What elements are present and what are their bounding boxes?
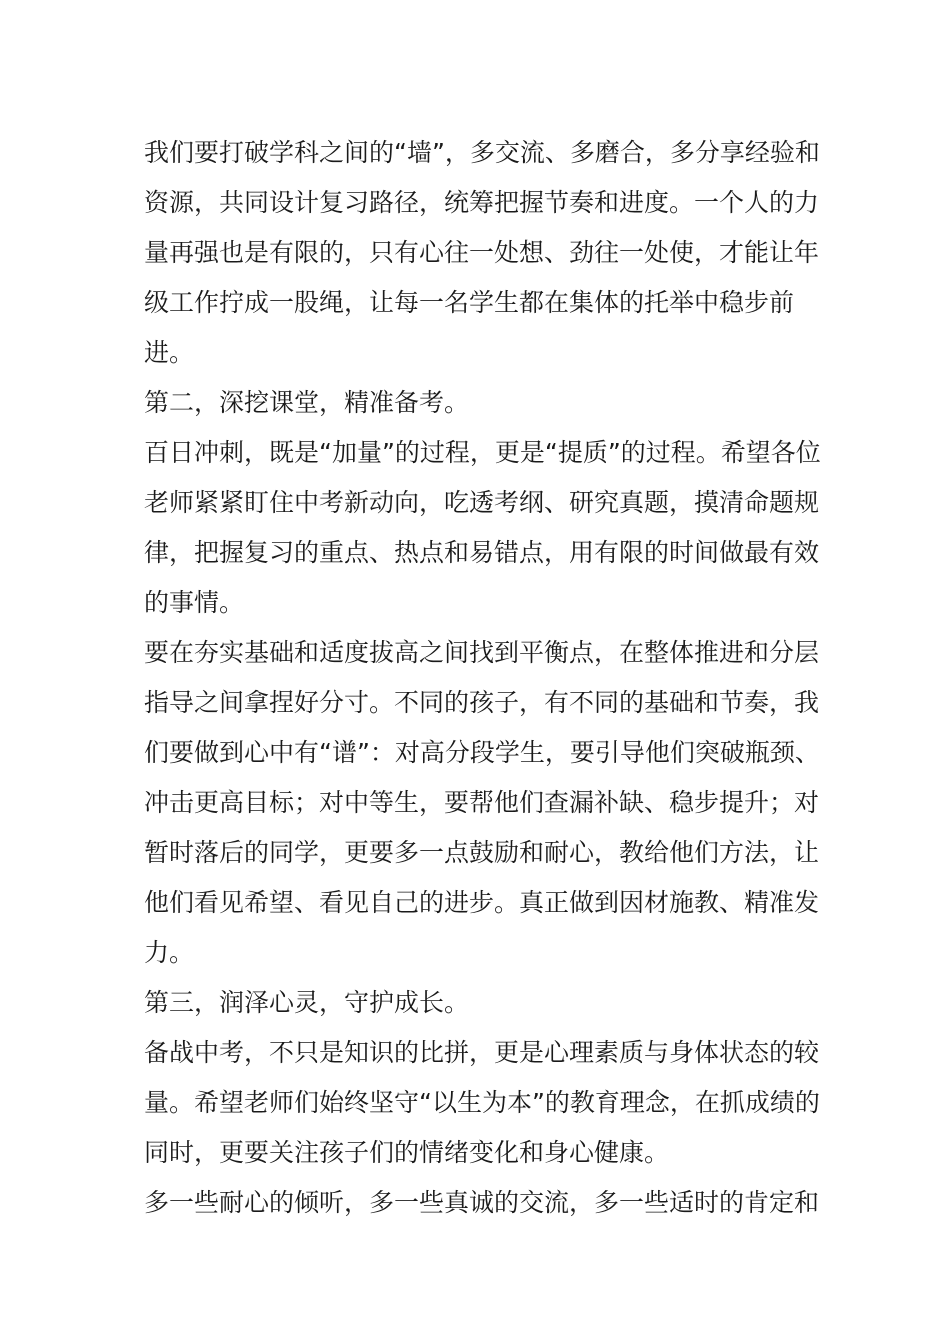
paragraph-tiered-guidance: 要在夯实基础和适度拔高之间找到平衡点，在整体推进和分层指导之间拿捏好分寸。不同的孩子，有不同的基础和节奏，我们要做到心中有“谱”：对高分段学生，要引导他们突破瓶颈、冲击更高目标；对中等生，要帮他们查漏补缺、稳步提升；对暂时落后的同学，更要多一点鼓励和耐心，教给他们方法，让他们看见希望、看见自己的进步。真正做到因材施教、精准发力。 bbox=[144, 638, 820, 967]
paragraph-patience: 多一些耐心的倾听，多一些真诚的交流，多一些适时的肯定和 bbox=[144, 1188, 820, 1217]
paragraph-mental-health: 备战中考，不只是知识的比拼，更是心理素质与身体状态的较量。希望老师们始终坚守“以生为本”的教育理念，在抓成绩的同时，更要关注孩子们的情绪变化和身心健康。 bbox=[144, 1038, 820, 1167]
section-heading-two: 第二，深挖课堂，精准备考。 bbox=[144, 388, 470, 417]
paragraph-exam-trends: 百日冲刺，既是“加量”的过程，更是“提质”的过程。希望各位老师紧紧盯住中考新动向，吃透考纲、研究真题，摸清命题规律，把握复习的重点、热点和易错点，用有限的时间做最有效的事情。 bbox=[144, 438, 821, 617]
section-heading-three: 第三，润泽心灵，守护成长。 bbox=[144, 988, 470, 1017]
document-body bbox=[144, 128, 824, 1228]
paragraph-collaboration: 我们要打破学科之间的“墙”，多交流、多磨合，多分享经验和资源，共同设计复习路径，统筹把握节奏和进度。一个人的力量再强也是有限的，只有心往一处想、劲往一处使，才能让年级工作拧成一股绳，让每一名学生都在集体的托举中稳步前进。 bbox=[144, 138, 820, 367]
